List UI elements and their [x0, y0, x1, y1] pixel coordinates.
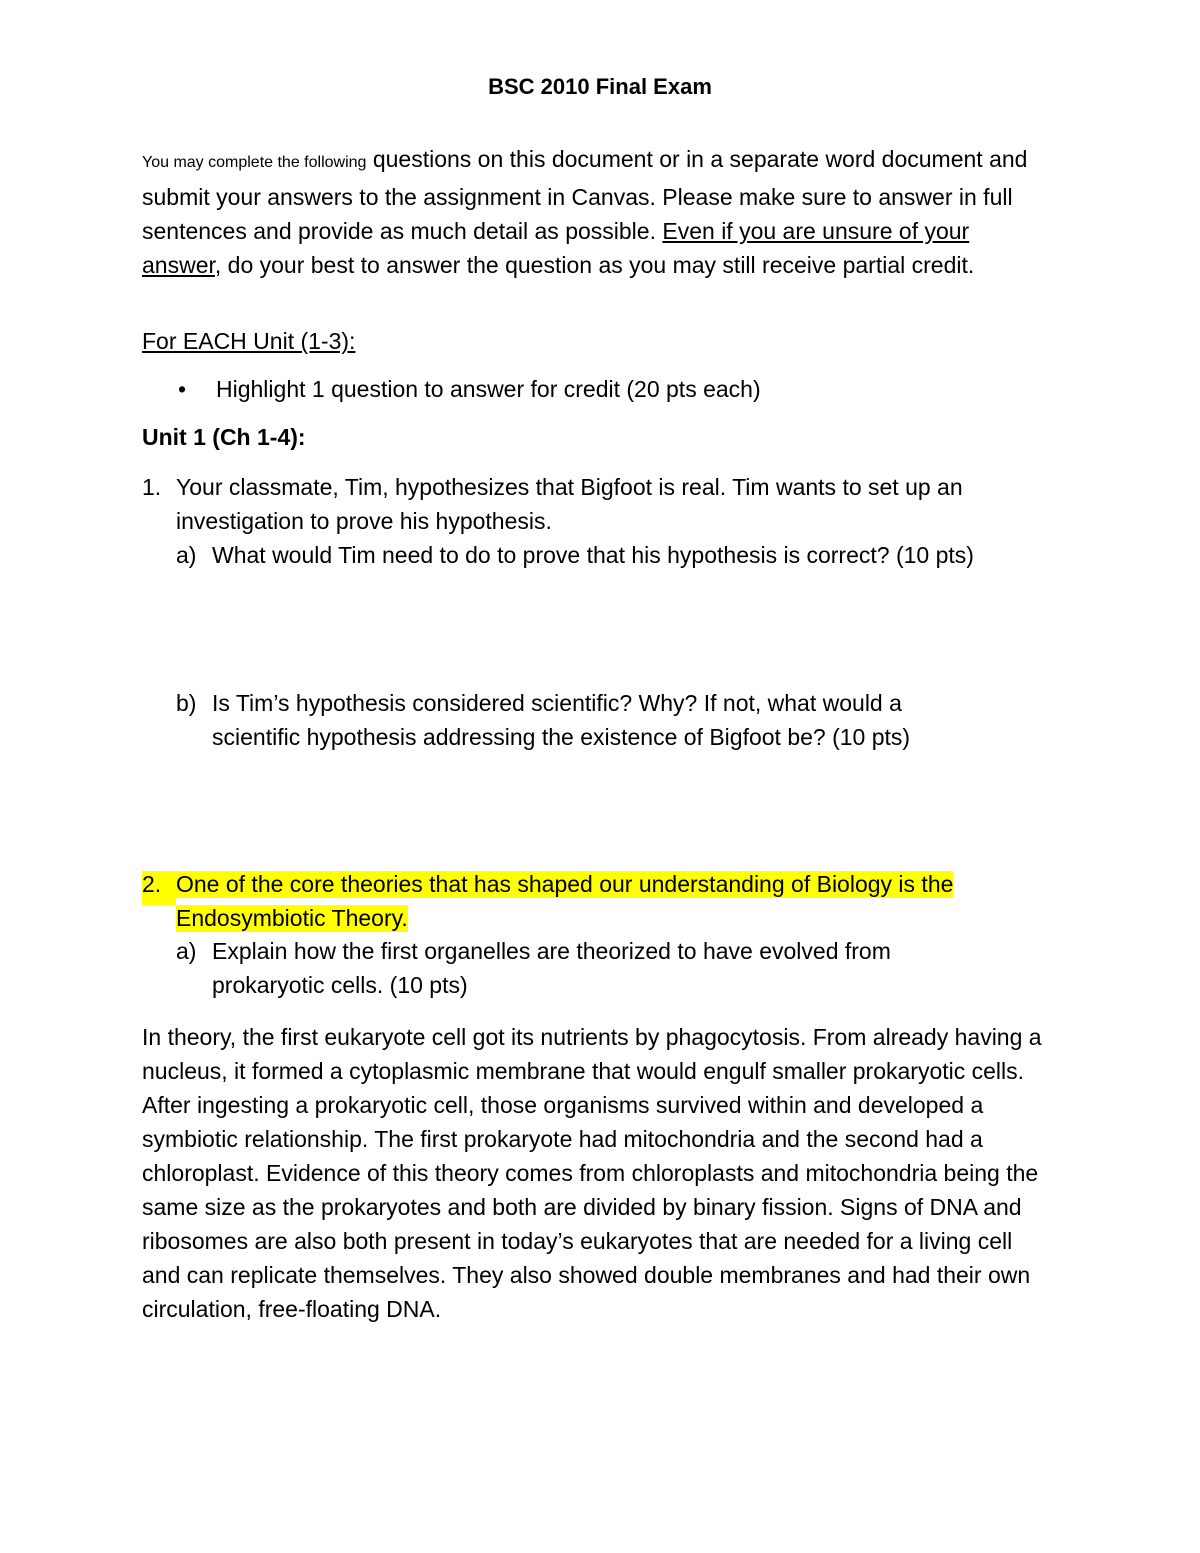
document-title: BSC 2010 Final Exam	[488, 74, 712, 99]
q2-number: 2.	[142, 871, 176, 905]
bullet-item: Highlight 1 question to answer for credit (20 pts each)	[216, 376, 761, 402]
instruction-heading: For EACH Unit (1-3):	[142, 328, 356, 354]
q2-text-line2: Endosymbiotic Theory.	[176, 905, 408, 931]
q1-text-line2: investigation to prove his hypothesis.	[176, 508, 552, 534]
q2-text-line1: One of the core theories that has shaped our understanding of Biology is the	[176, 871, 954, 897]
q1a-text: What would Tim need to do to prove that his hypothesis is correct? (10 pts)	[212, 542, 974, 568]
q2a-text-line2: prokaryotic cells. (10 pts)	[212, 972, 468, 998]
intro-paragraph	[142, 142, 1052, 282]
q1b-text-line1: Is Tim’s hypothesis considered scientific? Why? If not, what would a	[212, 690, 902, 716]
q2a-text-line1: Explain how the first organelles are theorized to have evolved from	[212, 938, 891, 964]
intro-tail-text: , do your best to answer the question as you may still receive partial credit.	[214, 252, 975, 278]
q2a-label: a)	[176, 938, 197, 964]
q1b-text-line2: scientific hypothesis addressing the existence of Bigfoot be? (10 pts)	[212, 724, 911, 750]
intro-underlined-text: Even if you are unsure of your answer	[142, 218, 970, 278]
intro-lead-text: You may complete the following	[142, 154, 367, 171]
q1-number: 1.	[142, 474, 162, 500]
intro-text: questions on this document or in a separate word document and submit your answers to the assignment in Canvas. Please make sure to answer in full sentences and provide as much detail as possible.	[142, 146, 1028, 244]
bullet-icon: •	[178, 376, 187, 402]
unit1-heading: Unit 1 (Ch 1-4):	[142, 424, 306, 450]
q1b-label: b)	[176, 690, 197, 716]
q1-text-line1: Your classmate, Tim, hypothesizes that Bigfoot is real. Tim wants to set up an	[176, 474, 963, 500]
q1a-label: a)	[176, 542, 197, 568]
answer-paragraph: In theory, the first eukaryote cell got its nutrients by phagocytosis. From already having a nucleus, it formed a cytoplasmic membrane that would engulf smaller prokaryotic cells. After ingesting a prokaryotic cell, those organisms survived within and developed a symbiotic relationship. The first prokaryote had mitochondria and the second had a chloroplast. Evidence of this theory comes from chloroplasts and mitochondria being the same size as the prokaryotes and both are divided by binary fission. Signs of DNA and ribosomes are also both present in today’s eukaryotes that are needed for a living cell and can replicate themselves. They also showed double membranes and had their own circulation, free-floating DNA.	[142, 1024, 1042, 1322]
